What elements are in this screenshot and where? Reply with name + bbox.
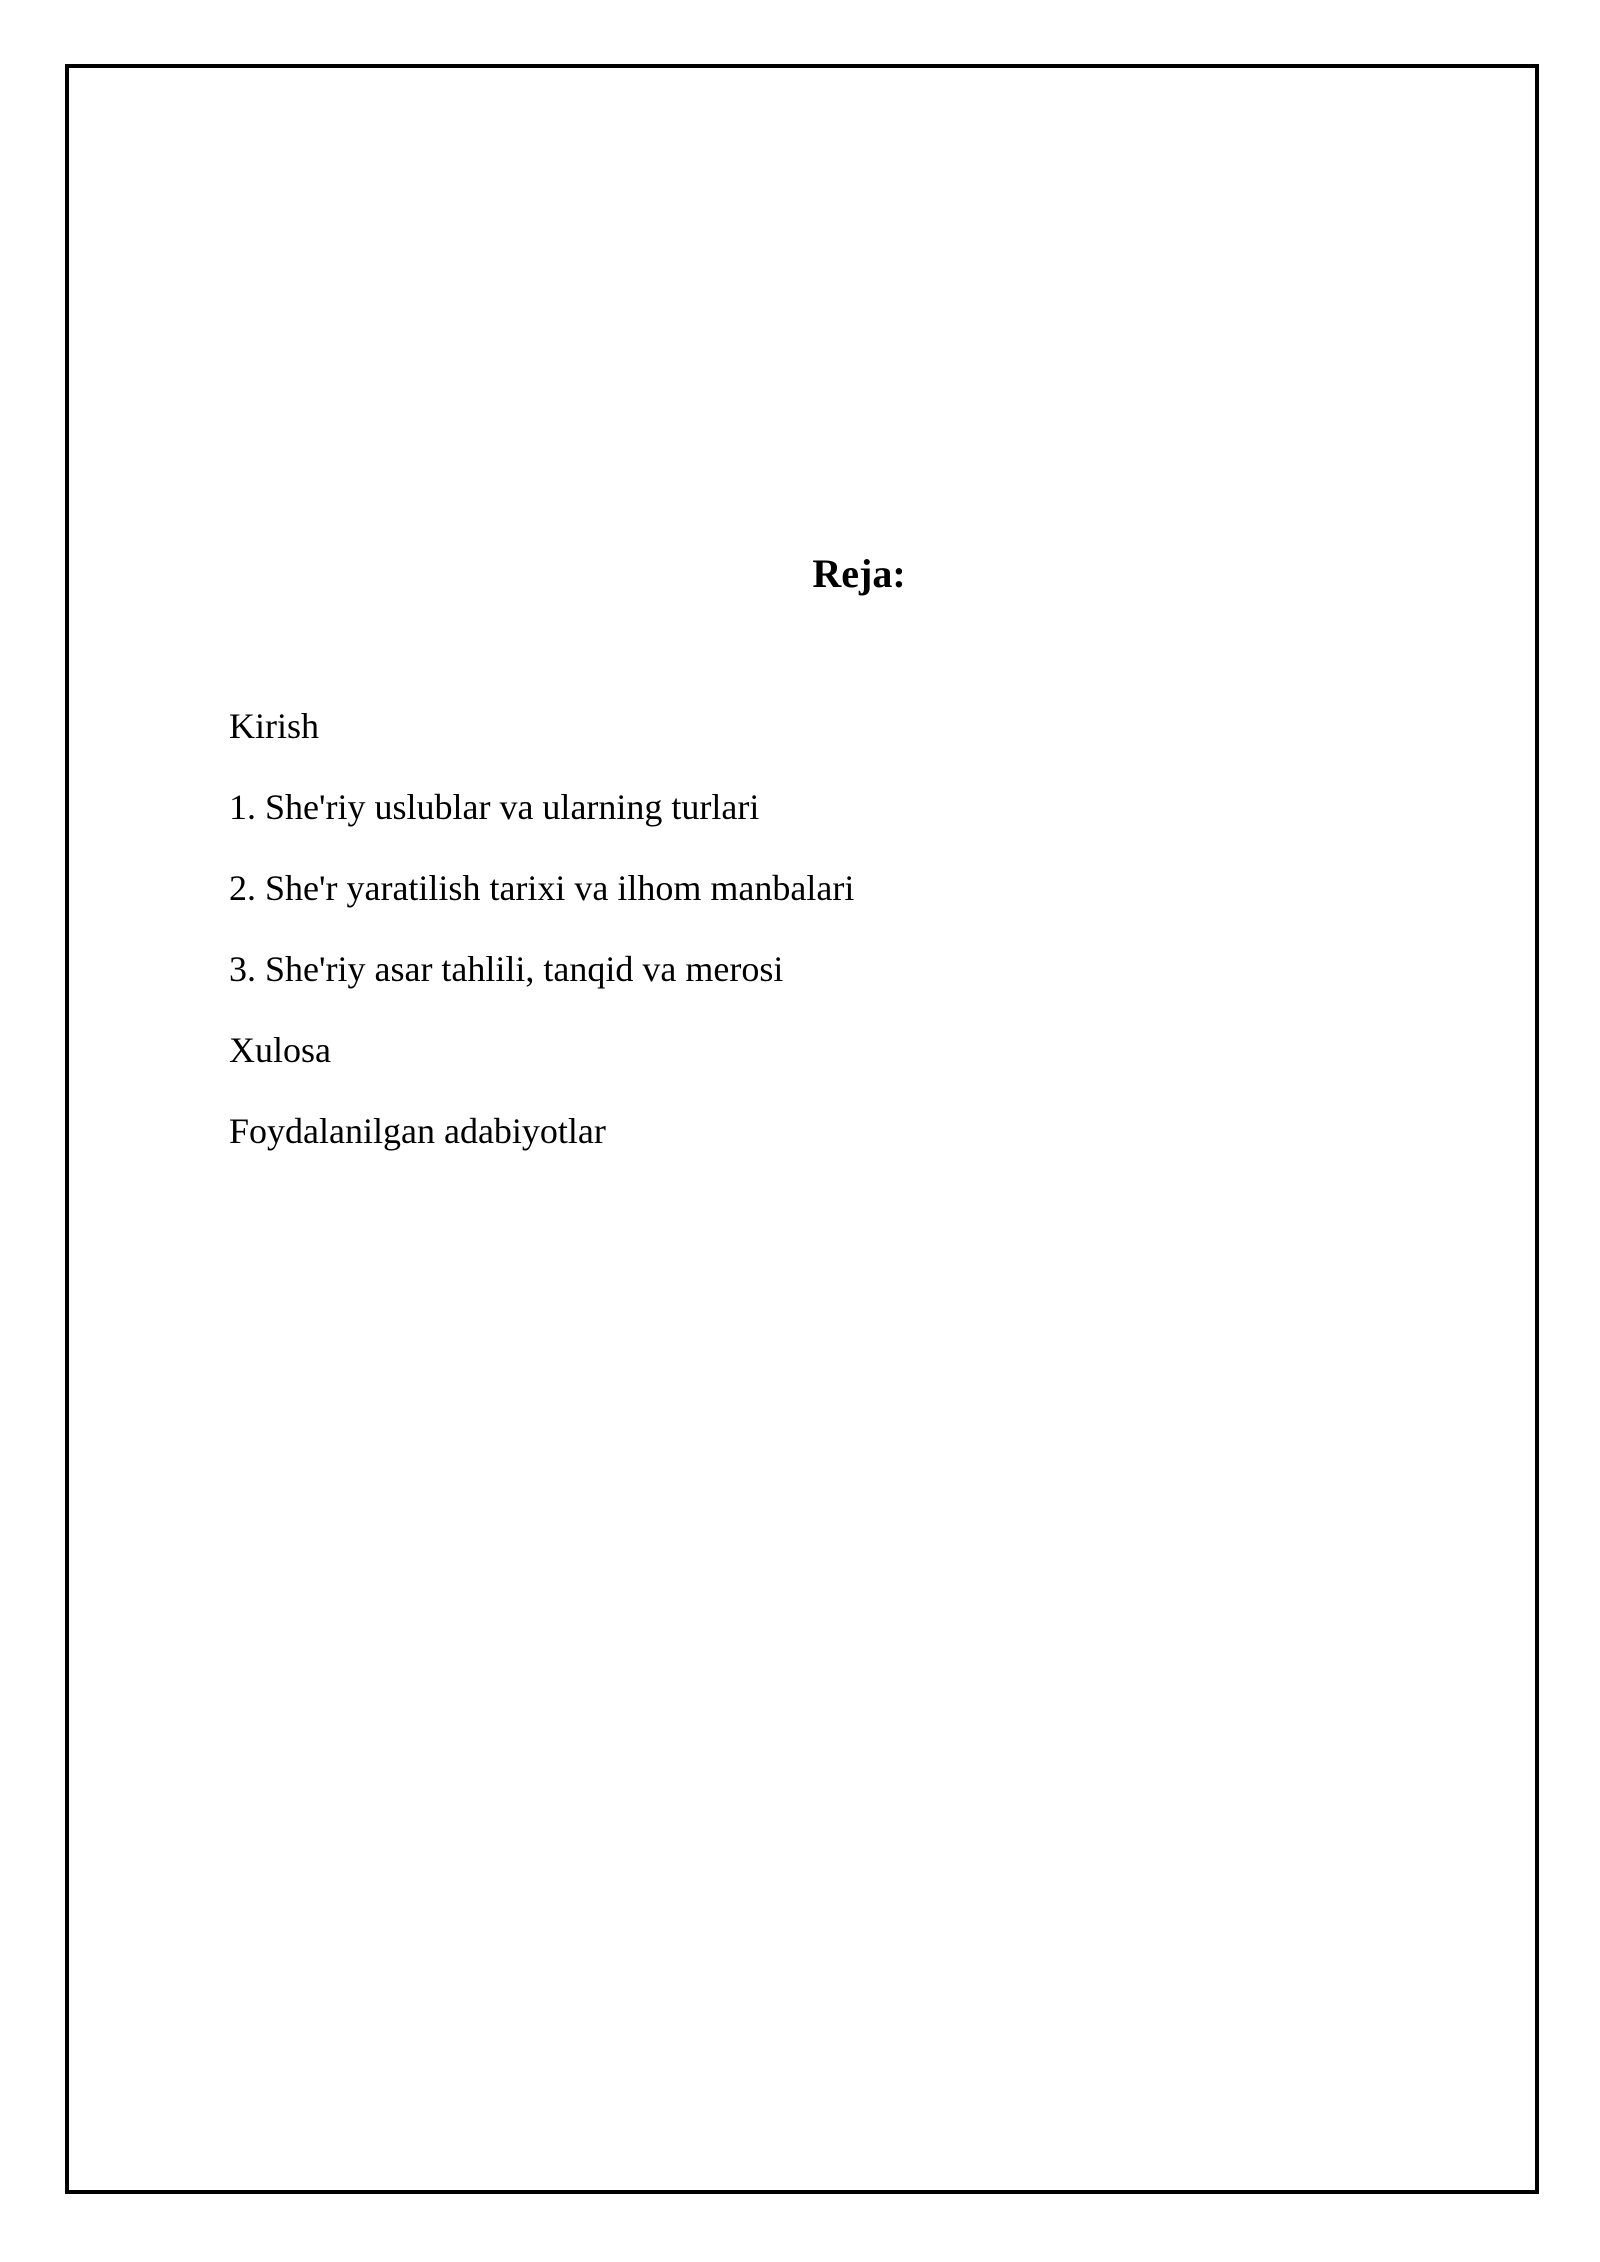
plan-list xyxy=(229,704,854,1190)
plan-item-conclusion: Xulosa xyxy=(229,1030,331,1070)
plan-item-references: Foydalanilgan adabiyotlar xyxy=(229,1111,606,1151)
plan-item-3: 3. She'riy asar tahlili, tanqid va merosi xyxy=(229,949,784,989)
plan-item-introduction: Kirish xyxy=(229,706,319,746)
plan-item-1: 1. She'riy uslublar va ularning turlari xyxy=(229,787,760,827)
page-title: Reja: xyxy=(812,551,906,596)
plan-item-2: 2. She'r yaratilish tarixi va ilhom manbalari xyxy=(229,868,855,908)
